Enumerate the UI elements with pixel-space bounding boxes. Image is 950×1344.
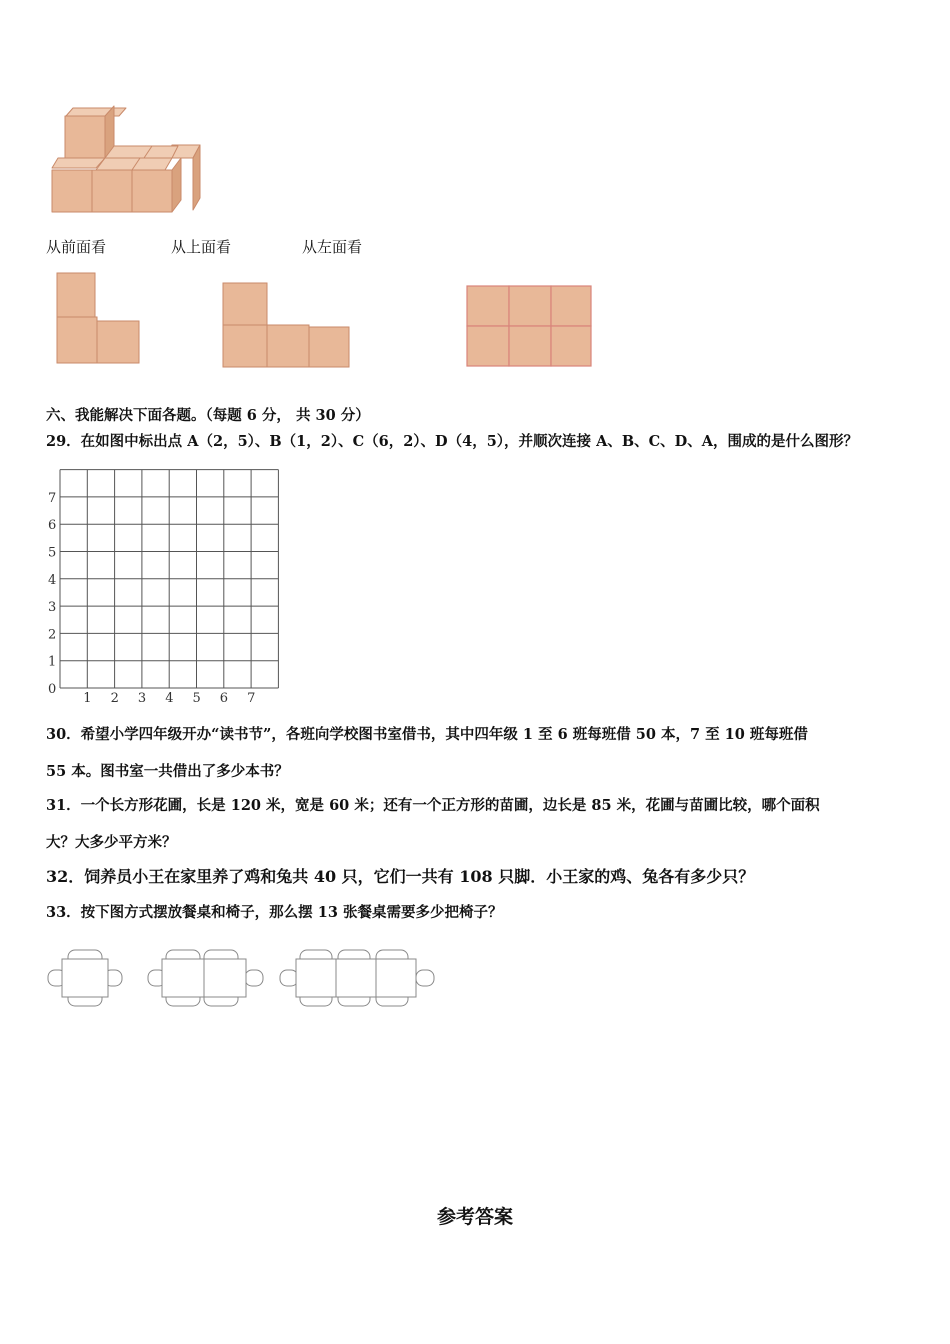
x-tick-label: 3	[137, 691, 147, 706]
cube-stack-figure	[48, 100, 208, 218]
y-tick-label: 2	[48, 627, 57, 643]
arrangement-one-table	[48, 950, 122, 1006]
coordinate-grid	[44, 462, 289, 710]
view-square	[467, 326, 509, 366]
question-30-line2: 55 本。图书室一共借出了多少本书？	[46, 763, 289, 780]
x-tick-label: 6	[219, 691, 229, 706]
front-view-label: 从前面看	[46, 238, 107, 256]
cube-front-face	[52, 170, 92, 212]
view-square	[309, 327, 349, 367]
y-tick-label: 6	[48, 518, 57, 534]
question-32: 32．饲养员小王在家里养了鸡和兔共 40 只，它们一共有 108 只脚．小王家的鸡、兔各有多少只？	[46, 867, 755, 886]
x-tick-label: 7	[247, 691, 256, 706]
y-tick-label: 1	[48, 654, 57, 670]
view-square	[267, 325, 309, 367]
question-31-line2: 大？大多少平方米？	[46, 834, 177, 851]
x-tick-label: 1	[83, 691, 92, 706]
top-view-label: 从上面看	[171, 238, 232, 256]
section-six-heading: 六、我能解决下面各题。（每题 6 分， 共 30 分）	[46, 407, 370, 424]
cube-top-face	[96, 158, 172, 170]
question-30-line1: 30．希望小学四年级开办“读书节”，各班向学校图书室借书，其中四年级 1 至 6 班每班借 50 本，7 至 10 班每班借	[46, 726, 808, 743]
cube-top-face	[105, 146, 178, 158]
x-tick-label: 5	[192, 691, 201, 706]
view-square	[57, 273, 95, 317]
y-tick-label: 5	[48, 545, 57, 561]
cube-front-face	[92, 170, 132, 212]
view-square	[97, 321, 139, 363]
cube-front-face	[65, 116, 105, 158]
y-tick-label: 0	[48, 682, 57, 697]
cube-front-face	[132, 170, 172, 212]
view-square	[467, 286, 509, 326]
left-view-shape	[466, 285, 596, 369]
answer-section-title: 参考答案	[436, 1206, 513, 1228]
y-tick-label: 7	[48, 490, 57, 506]
cube-top-face	[52, 158, 105, 168]
front-view-shape	[56, 272, 142, 368]
view-square	[509, 286, 551, 326]
top-view-shape	[222, 282, 352, 370]
question-33: 33．按下图方式摆放餐桌和椅子，那么摆 13 张餐桌需要多少把椅子？	[46, 904, 503, 921]
cube-side-face	[172, 158, 181, 212]
view-square	[57, 317, 97, 363]
view-square	[551, 286, 591, 326]
view-square	[551, 326, 591, 366]
view-square	[223, 283, 267, 325]
question-29: 29．在如图中标出点 A（2，5）、B（1，2）、C（6，2）、D（4，5），并顺次连接 A、B、C、D、A，围成的是什么图形？	[46, 433, 858, 450]
arrangement-three-tables	[280, 950, 434, 1006]
view-square	[509, 326, 551, 366]
view-square	[223, 325, 267, 367]
cube-top-face	[66, 108, 126, 116]
left-view-label: 从左面看	[302, 238, 363, 256]
y-tick-label: 4	[48, 572, 57, 588]
tables-chairs-figure	[44, 945, 444, 1013]
x-tick-label: 4	[165, 691, 174, 706]
arrangement-two-tables	[148, 950, 263, 1006]
x-tick-label: 2	[110, 691, 119, 706]
y-tick-label: 3	[48, 600, 57, 616]
question-31-line1: 31．一个长方形花圃，长是 120 米，宽是 60 米；还有一个正方形的苗圃，边长是 85 米，花圃与苗圃比较，哪个面积	[46, 797, 820, 814]
